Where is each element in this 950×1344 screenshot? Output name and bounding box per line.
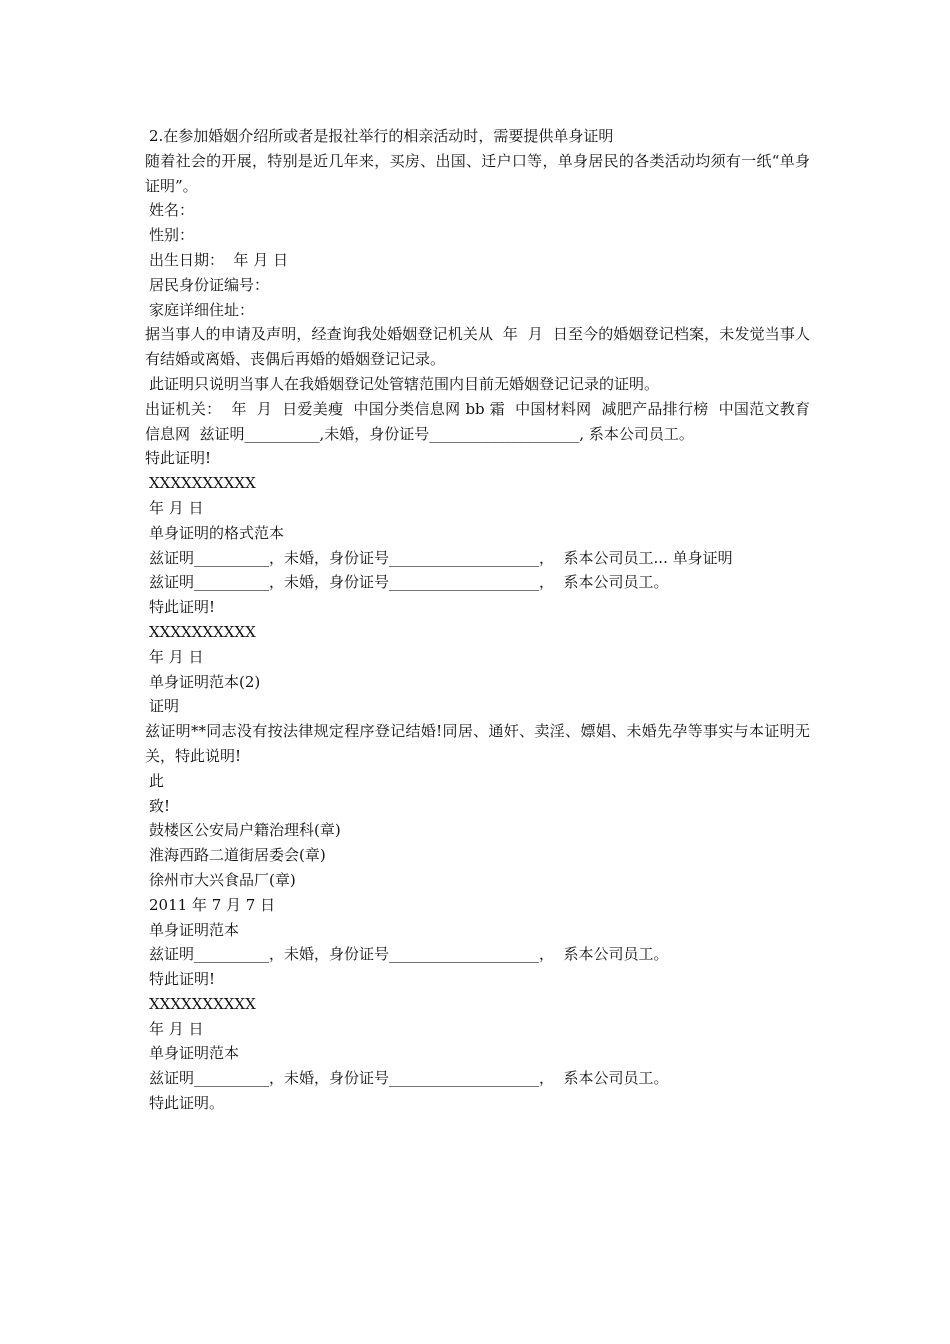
signature-placeholder: XXXXXXXXXX: [149, 622, 256, 641]
issuer-stamp-line: 淮海西路二道街居委会(章): [149, 846, 326, 865]
document-body: [145, 124, 810, 1116]
certificate-title: 证明: [149, 697, 180, 716]
certificate-body: 兹证明**同志没有按法律规定程序登记结婚!同居、通奸、卖淫、嫖娼、未婚先孕等事实与本证明无关，特此说明!: [145, 722, 810, 765]
template-line: 兹证明__________，未婚，身份证号____________________， 系本公司员工。: [149, 573, 669, 592]
template-line: 兹证明__________，未婚，身份证号____________________， 系本公司员工。: [149, 1069, 669, 1088]
salutation-line: 此: [149, 771, 165, 790]
date-line: 年 月 日: [149, 498, 204, 517]
issuer-stamp-line: 鼓楼区公安局户籍治理科(章): [149, 821, 341, 840]
date-line: 年 月 日: [149, 647, 204, 666]
heading-line: 2.在参加婚姻介绍所或者是报社举行的相亲活动时，需要提供单身证明: [149, 127, 614, 145]
closing-line: 特此证明!: [149, 598, 216, 617]
date-line: 2011 年 7 月 7 日: [149, 895, 276, 914]
statement-paragraph: 据当事人的申请及声明，经查询我处婚姻登记机关从 年 月 日至今的婚姻登记档案，未发觉当事人有结婚或离婚、丧偶后再婚的婚姻登记记录。: [145, 325, 810, 369]
section-title: 单身证明范本: [149, 920, 240, 939]
section-title: 单身证明范本(2): [149, 672, 261, 691]
template-line: 兹证明__________，未婚，身份证号____________________， 系本公司员工。: [149, 945, 669, 964]
signature-placeholder: XXXXXXXXXX: [149, 994, 256, 1013]
template-line: 兹证明__________，未婚，身份证号____________________， 系本公司员工... 单身证明: [149, 548, 733, 567]
address-field-label: 家庭详细住址：: [149, 300, 255, 319]
signature-placeholder: XXXXXXXXXX: [149, 474, 256, 493]
scope-note: 此证明只说明当事人在我婚姻登记处管辖范围内目前无婚姻登记记录的证明。: [149, 374, 660, 393]
salutation-line: 致!: [149, 796, 171, 815]
date-line: 年 月 日: [149, 1019, 204, 1038]
name-field-label: 姓名：: [149, 201, 195, 220]
issuer-stamp-line: 徐州市大兴食品厂(章): [149, 870, 296, 889]
closing-line: 特此证明。: [149, 1094, 225, 1113]
closing-line: 特此证明!: [145, 449, 212, 468]
section-title: 单身证明范本: [149, 1044, 240, 1063]
closing-line: 特此证明!: [149, 970, 216, 989]
section-title: 单身证明的格式范本: [149, 523, 285, 542]
gender-field-label: 性别：: [149, 226, 195, 245]
birthdate-field-label: 出生日期： 年 月 日: [149, 250, 289, 269]
intro-paragraph: 随着社会的开展，特别是近几年来，买房、出国、迁户口等，单身居民的各类活动均须有一纸“单身证明”。: [145, 151, 810, 195]
id-number-field-label: 居民身份证编号：: [149, 275, 270, 294]
issuer-paragraph: 出证机关： 年 月 日爱美瘦 中国分类信息网 bb 霜 中国材料网 减肥产品排行榜 中国范文教育信息网 兹证明__________,未婚，身份证号____________________, 系本公司员工。: [145, 399, 810, 443]
